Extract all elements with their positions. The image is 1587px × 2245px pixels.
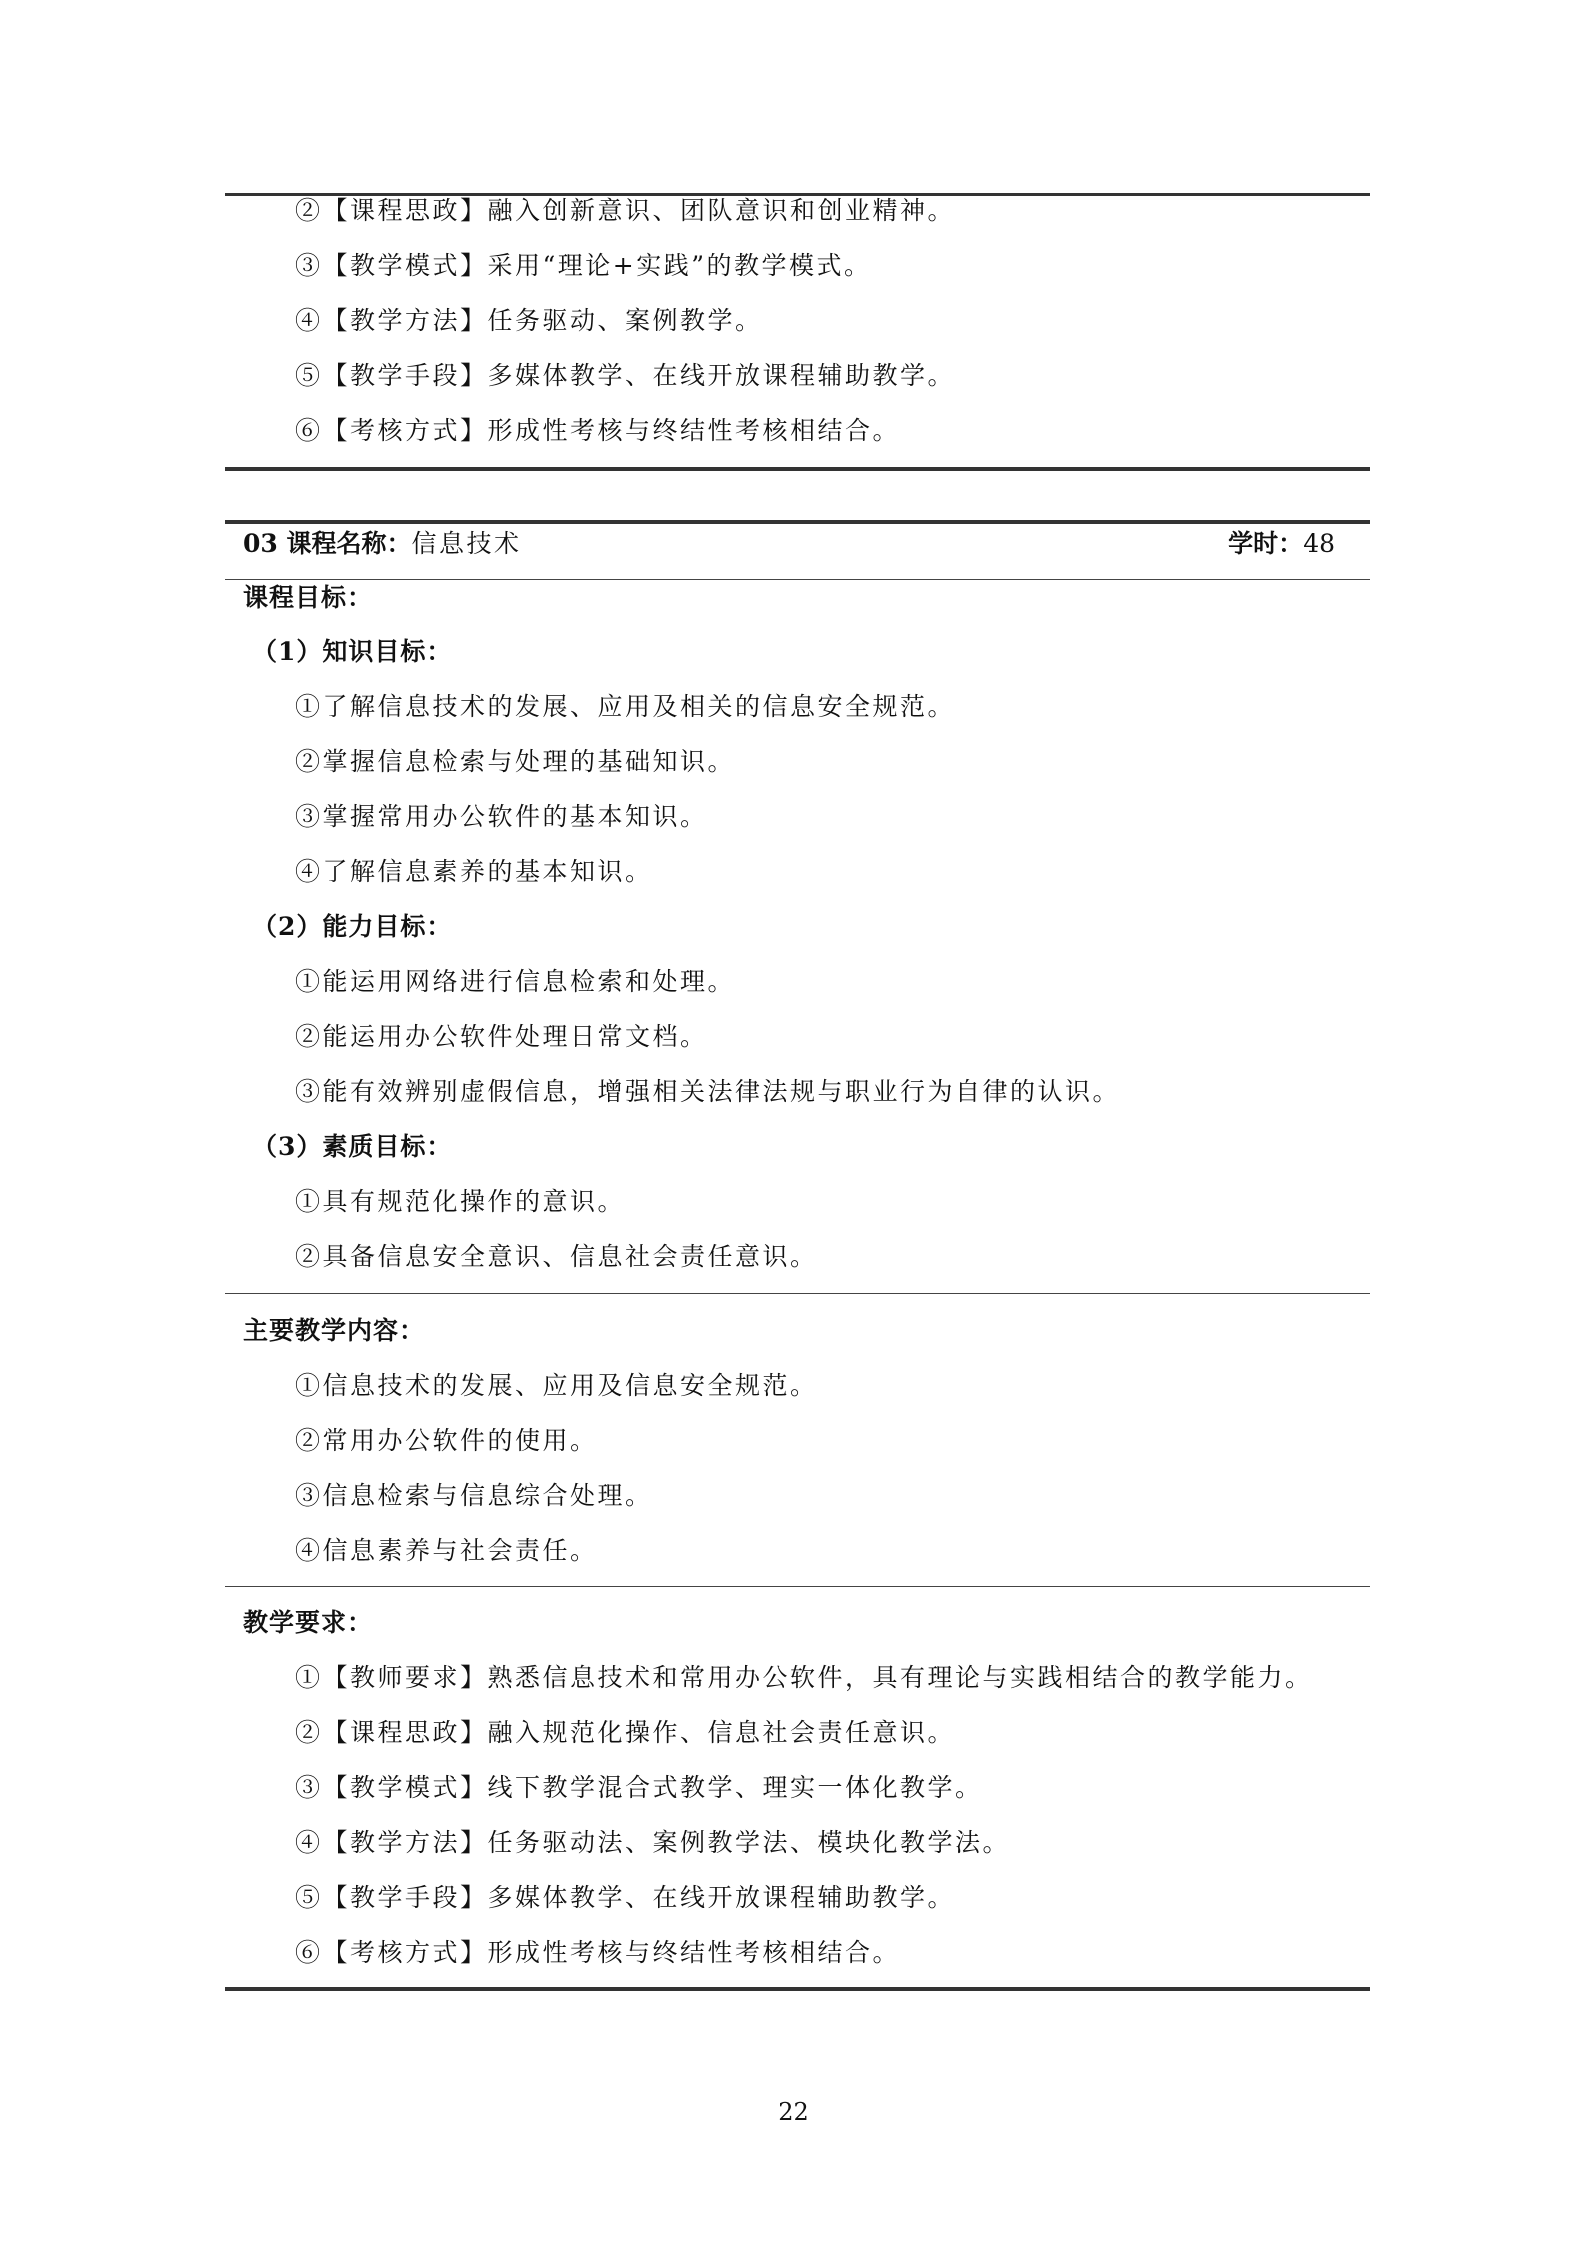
- list-item: ④【教学方法】任务驱动法、案例教学法、模块化教学法。: [295, 1828, 1011, 1857]
- list-item: ②具备信息安全意识、信息社会责任意识。: [295, 1242, 818, 1271]
- list-item: ②【课程思政】融入创新意识、团队意识和创业精神。: [295, 196, 956, 225]
- list-item: ②【课程思政】融入规范化操作、信息社会责任意识。: [295, 1718, 956, 1747]
- list-item: ⑤【教学手段】多媒体教学、在线开放课程辅助教学。: [295, 1883, 956, 1912]
- section-end-rule: [225, 1987, 1370, 1991]
- knowledge-heading: （1）知识目标：: [252, 637, 453, 666]
- list-item: ④【教学方法】任务驱动、案例教学。: [295, 306, 763, 335]
- row-divider: [225, 579, 1370, 580]
- list-item: ③【教学模式】线下教学混合式教学、理实一体化教学。: [295, 1773, 983, 1802]
- list-item: ①信息技术的发展、应用及信息安全规范。: [295, 1371, 818, 1400]
- list-item: ③【教学模式】采用“理论+实践”的教学模式。: [295, 251, 872, 280]
- row-divider: [225, 1586, 1370, 1587]
- list-item: ①能运用网络进行信息检索和处理。: [295, 967, 736, 996]
- row-divider: [225, 1293, 1370, 1294]
- page-number: 22: [778, 2098, 809, 2126]
- hours-value: 48: [1303, 529, 1335, 558]
- list-item: ⑥【考核方式】形成性考核与终结性考核相结合。: [295, 1938, 901, 1967]
- quality-heading: （3）素质目标：: [252, 1132, 453, 1161]
- hours-label: 学时：: [1228, 529, 1304, 558]
- course-name: 信息技术: [411, 529, 522, 558]
- content-heading: 主要教学内容：: [243, 1316, 426, 1345]
- course-name-cell: [243, 529, 522, 559]
- course-hours-cell: [1228, 529, 1335, 559]
- list-item: ⑥【考核方式】形成性考核与终结性考核相结合。: [295, 416, 901, 445]
- list-item: ①【教师要求】熟悉信息技术和常用办公软件，具有理论与实践相结合的教学能力。: [295, 1663, 1313, 1692]
- list-item: ④了解信息素养的基本知识。: [295, 857, 653, 886]
- list-item: ③信息检索与信息综合处理。: [295, 1481, 653, 1510]
- section-end-rule: [225, 467, 1370, 471]
- list-item: ③能有效辨别虚假信息，增强相关法律法规与职业行为自律的认识。: [295, 1077, 1121, 1106]
- list-item: ③掌握常用办公软件的基本知识。: [295, 802, 708, 831]
- requirements-heading: 教学要求：: [243, 1608, 374, 1637]
- list-item: ②常用办公软件的使用。: [295, 1426, 598, 1455]
- list-item: ②掌握信息检索与处理的基础知识。: [295, 747, 736, 776]
- section-start-rule: [225, 520, 1370, 524]
- list-item: ⑤【教学手段】多媒体教学、在线开放课程辅助教学。: [295, 361, 956, 390]
- list-item: ②能运用办公软件处理日常文档。: [295, 1022, 708, 1051]
- list-item: ①具有规范化操作的意识。: [295, 1187, 626, 1216]
- course-number-label: 03 课程名称：: [243, 529, 412, 558]
- list-item: ④信息素养与社会责任。: [295, 1536, 598, 1565]
- objectives-heading: 课程目标：: [243, 583, 374, 612]
- list-item: ①了解信息技术的发展、应用及相关的信息安全规范。: [295, 692, 956, 721]
- ability-heading: （2）能力目标：: [252, 912, 453, 941]
